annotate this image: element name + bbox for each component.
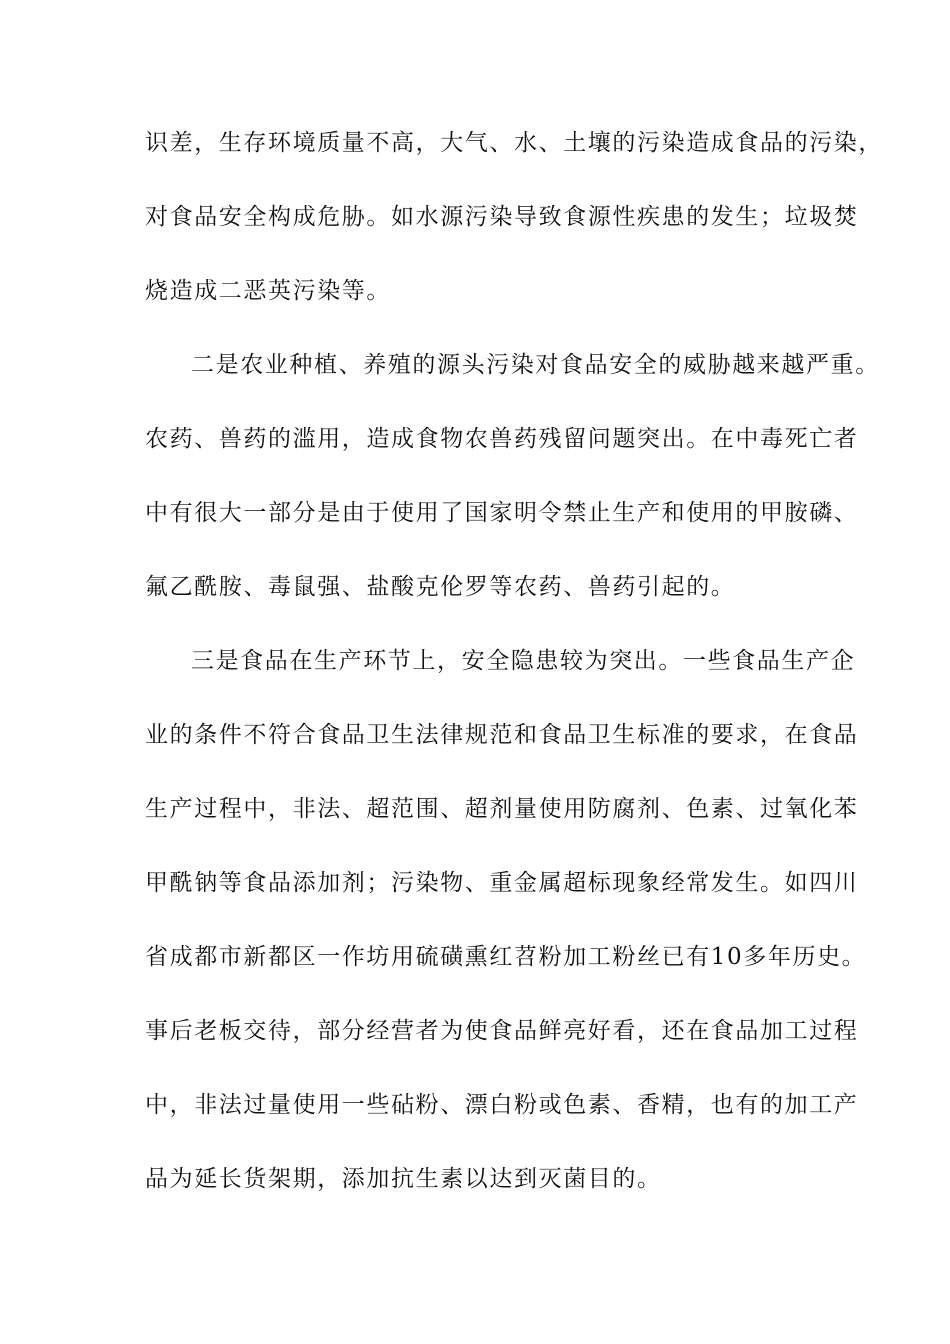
document-body [145, 123, 883, 1233]
text-line: 识差，生存环境质量不高，大气、水、土壤的污染造成食品的污染， [145, 130, 883, 156]
text-line: 氟乙酰胺、毒鼠强、盐酸克伦罗等农药、兽药引起的。 [145, 574, 736, 600]
text-line: 甲酰钠等食品添加剂；污染物、重金属超标现象经常发生。如四川 [145, 870, 859, 896]
text-line: 中，非法过量使用一些砧粉、漂白粉或色素、香精，也有的加工产 [145, 1092, 859, 1118]
text-line: 中有很大一部分是由于使用了国家明令禁止生产和使用的甲胺磷、 [145, 500, 859, 526]
text-line: 生产过程中，非法、超范围、超剂量使用防腐剂、色素、过氧化苯 [145, 796, 859, 822]
text-line: 事后老板交待，部分经营者为使食品鲜亮好看，还在食品加工过程 [145, 1018, 859, 1044]
paragraph-start-line: 三是食品在生产环节上，安全隐患较为突出。一些食品生产企 [191, 648, 856, 674]
text-line: 业的条件不符合食品卫生法律规范和食品卫生标准的要求，在食品 [145, 722, 859, 748]
text-line: 省成都市新都区一作坊用硫磺熏红苕粉加工粉丝已有10多年历史。 [145, 944, 867, 970]
text-line: 烧造成二恶英污染等。 [145, 278, 391, 304]
paragraph-start-line: 二是农业种植、养殖的源头污染对食品安全的威胁越来越严重。 [191, 352, 880, 378]
text-line: 对食品安全构成危胁。如水源污染导致食源性疾患的发生；垃圾焚 [145, 204, 859, 230]
text-line: 品为延长货架期，添加抗生素以达到灭菌目的。 [145, 1166, 662, 1192]
text-line: 农药、兽药的滥用，造成食物农兽药残留问题突出。在中毒死亡者 [145, 426, 859, 452]
